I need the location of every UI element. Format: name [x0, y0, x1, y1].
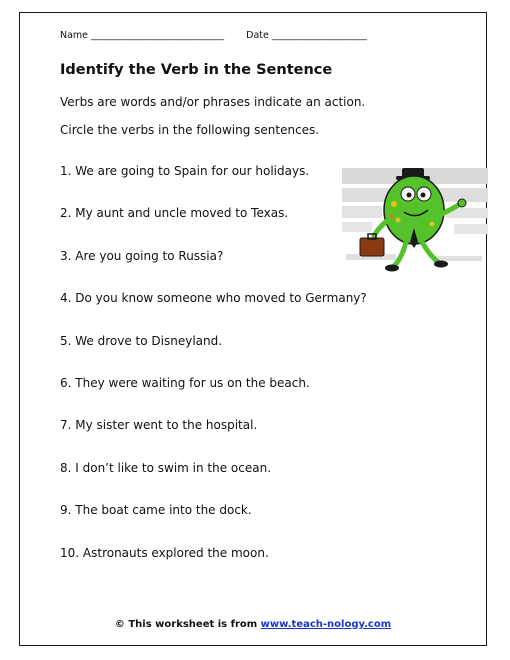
question-item: 4. Do you know someone who moved to Germany?	[60, 291, 367, 305]
date-line: ____________________	[271, 30, 367, 41]
date-label: Date	[246, 30, 269, 41]
name-line: ____________________________	[91, 30, 225, 41]
question-item: 9. The boat came into the dock.	[60, 503, 252, 517]
question-item: 6. They were waiting for us on the beach.	[60, 376, 310, 390]
question-item: 2. My aunt and uncle moved to Texas.	[60, 206, 289, 220]
definition-text: Verbs are words and/or phrases indicate an action.	[60, 95, 366, 109]
question-item: 3. Are you going to Russia?	[60, 249, 224, 263]
question-item: 1. We are going to Spain for our holidays.	[60, 164, 310, 178]
green-monster-with-briefcase-icon	[342, 158, 488, 280]
question-item: 10. Astronauts explored the moon.	[60, 546, 269, 560]
question-item: 7. My sister went to the hospital.	[60, 418, 258, 432]
question-item: 5. We drove to Disneyland.	[60, 334, 223, 348]
footer-prefix: © This worksheet is from	[114, 619, 261, 630]
question-item: 8. I don’t like to swim in the ocean.	[60, 461, 272, 475]
teach-nology-link[interactable]: www.teach-nology.com	[260, 619, 392, 630]
instruction-text: Circle the verbs in the following sentences.	[60, 123, 320, 137]
name-label: Name	[60, 30, 89, 41]
worksheet-page	[19, 12, 487, 646]
page-title: Identify the Verb in the Sentence	[60, 62, 333, 78]
footer-credit	[20, 619, 486, 630]
header-fields	[60, 30, 367, 41]
